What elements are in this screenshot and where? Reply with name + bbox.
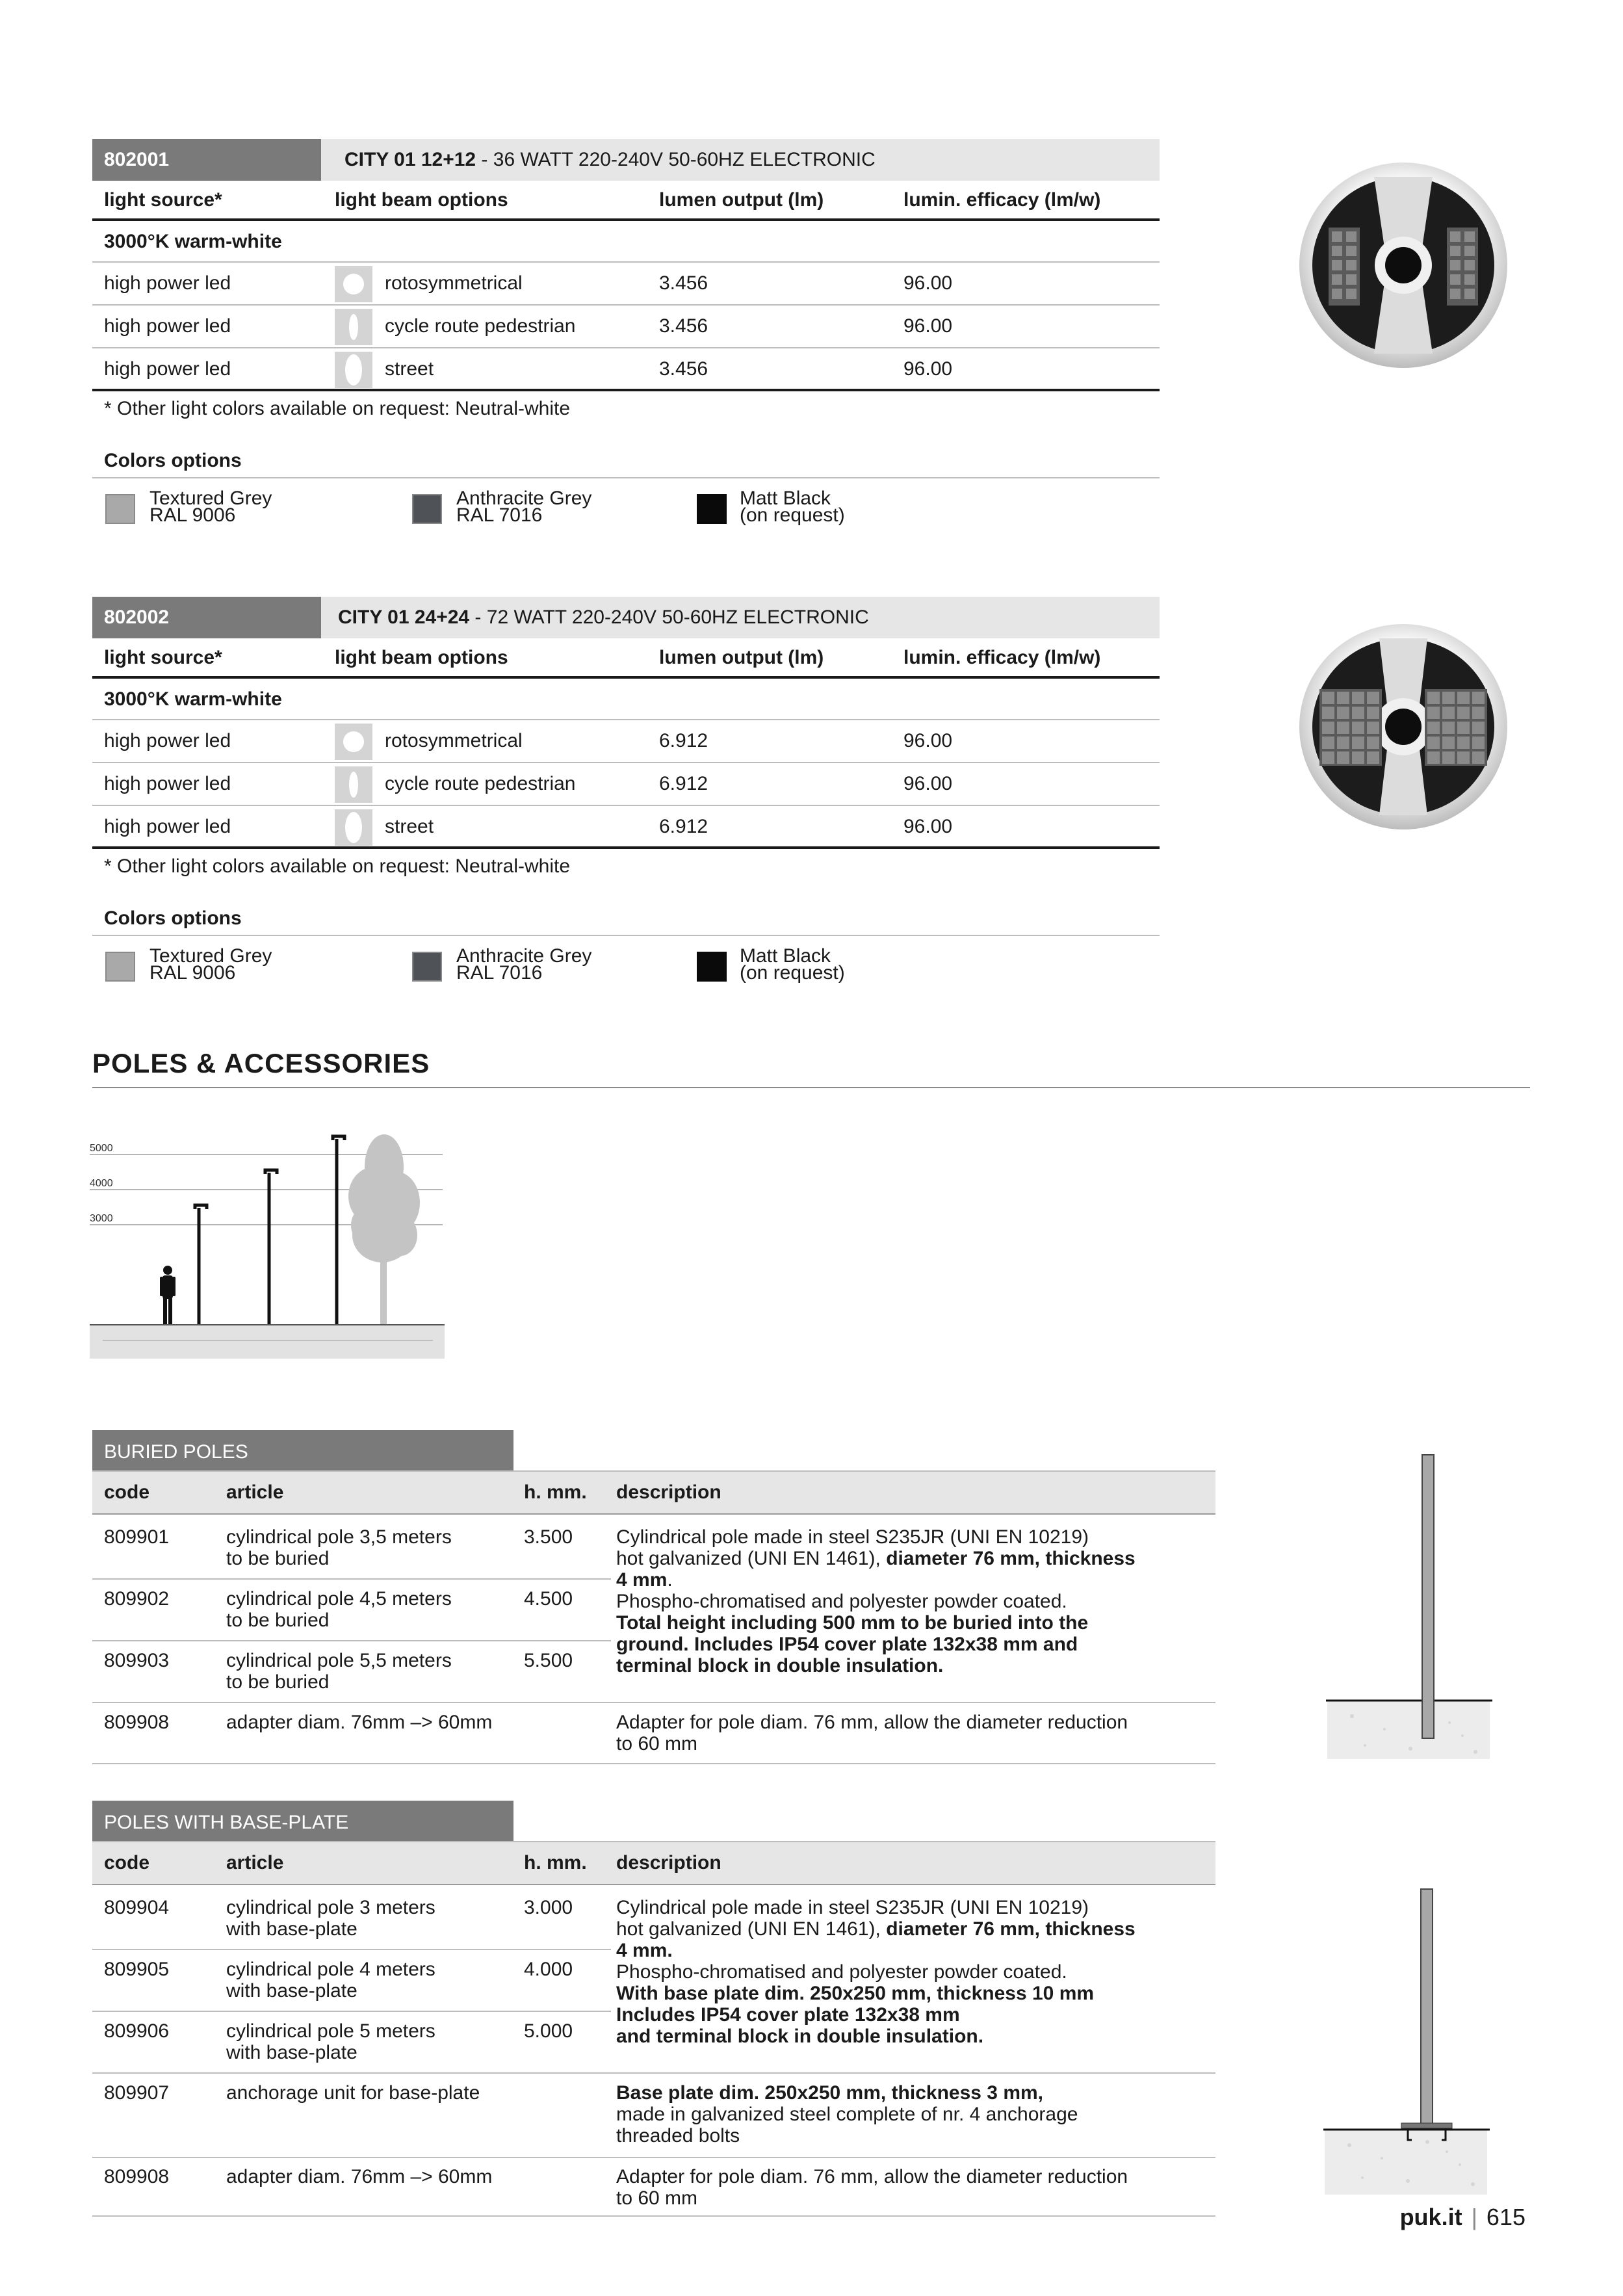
page-number: 615 [1486, 2204, 1526, 2230]
lamp-image-802002 [1296, 611, 1511, 832]
cycle-route-beam-icon [335, 766, 372, 803]
divider [92, 477, 1160, 478]
table-title: BURIED POLES [92, 1430, 513, 1472]
light-colors-note: * Other light colors available on request: Neutral-white [104, 398, 571, 419]
product-code: 802002 [92, 597, 321, 638]
table-row: high power led rotosymmetrical 6.912 96.00 [92, 720, 1160, 763]
height-label-3000: 3000 [90, 1213, 113, 1224]
product-header [92, 597, 1160, 638]
color-swatch-anthracite-grey [412, 952, 442, 982]
divider [92, 1949, 611, 1950]
divider [92, 1087, 1530, 1088]
table-title-bar [92, 1801, 1215, 1842]
table-row: high power led rotosymmetrical 3.456 96.00 [92, 263, 1160, 306]
divider [92, 1702, 1215, 1703]
base-plate-poles-table: POLES WITH BASE-PLATE code article h. mm. description 809904 cylindrical pole 3 meters with base-plate 3.000 809905 cylindrical pole 4 meters with base-plate 4.000 809906 cylindrical pole 5 meters with base-plate 5.000 Cylindrical pole made in steel S235JR (UNI EN 10219) hot galvanized (UNI EN 1461), diameter 76 mm, thickness 4 mm. Phospho-chromatised and polyester powder coated. With base plate dim. 250x250 mm, thickness 10 mm Includes IP54 cover plate 132x38 mm and terminal block in double insulation. 809907 anchorage unit for base-plate Base plate dim. 250x250 mm, thickness 3 mm, made in galvanized steel complete of nr. 4 anchorage threaded bolts 809908 adapter diam. 76mm –> 60mm Adapter for pole diam. 76 mm, allow the diameter reduction to 60 mm [92, 1801, 1215, 2217]
colors-options-title: Colors options [104, 450, 242, 471]
color-swatch-matt-black [697, 952, 727, 982]
brand-label: puk.it [1399, 2204, 1462, 2230]
page-footer: puk.it | 615 [1399, 2204, 1526, 2230]
buried-poles-description: Cylindrical pole made in steel S235JR (UNI EN 10219) hot galvanized (UNI EN 1461), diameter 76 mm, thickness 4 mm. Phospho-chromatised and polyester powder coated. Total height including 500 mm to be buried into the ground. Includes IP54 cover plate 132x38 mm and terminal block in double insulation. [616, 1526, 1136, 1676]
product-title: CITY 01 24+24 - 72 WATT 220-240V 50-60HZ ELECTRONIC [338, 607, 869, 628]
color-swatch-anthracite-grey [412, 494, 442, 524]
cycle-route-beam-icon [335, 309, 372, 345]
color-label: Anthracite Grey RAL 7016 [456, 945, 592, 984]
pole-diagram-graphic [88, 1105, 452, 1365]
divider [92, 1763, 1215, 1764]
color-swatch-matt-black [697, 494, 727, 524]
divider [92, 935, 1160, 936]
color-temperature-subheader: 3000°K warm-white [92, 221, 1160, 263]
product-code: 802001 [92, 139, 321, 181]
product-header [92, 139, 1160, 181]
height-label-5000: 5000 [90, 1143, 113, 1154]
product-title: CITY 01 12+12 - 36 WATT 220-240V 50-60HZ ELECTRONIC [344, 149, 876, 170]
product-table-802002 [92, 597, 1160, 984]
anchorage-description: Base plate dim. 250x250 mm, thickness 3 mm, made in galvanized steel complete of nr. 4 anchorage threaded bolts [616, 2082, 1078, 2146]
pole-height-diagram [88, 1105, 452, 1365]
buried-pole-drawing [1326, 1450, 1495, 1768]
table-header: code article h. mm. description [92, 1472, 1215, 1515]
rotosymmetrical-beam-icon [335, 266, 372, 302]
light-colors-note: * Other light colors available on request: Neutral-white [104, 855, 571, 877]
divider [92, 2215, 1215, 2217]
color-label: Textured Grey RAL 9006 [149, 945, 272, 984]
color-label: Matt Black (on request) [740, 945, 845, 984]
divider [92, 2011, 611, 2012]
buried-poles-table: BURIED POLES code article h. mm. description 809901 cylindrical pole 3,5 meters to be buried 3.500 809902 cylindrical pole 4,5 meters to be buried 4.500 809903 cylindrical pole 5,5 meters to be buried 5.500 Cylindrical pole made in steel S235JR (UNI EN 10219) hot galvanized (UNI EN 1461), diameter 76 mm, thickness 4 mm. Phospho-chromatised and polyester powder coated. Total height including 500 mm to be buried into the ground. Includes IP54 cover plate 132x38 mm and terminal block in double insulation. 809908 adapter diam. 76mm –> 60mm Adapter for pole diam. 76 mm, allow the diameter reduction to 60 mm [92, 1430, 1215, 1768]
divider [92, 2072, 1215, 2074]
lamp-image-802001 [1296, 150, 1511, 371]
section-title: POLES & ACCESSORIES [92, 1048, 430, 1078]
table-row: high power led cycle route pedestrian 3.456 96.00 [92, 306, 1160, 348]
color-label: Matt Black (on request) [740, 488, 845, 526]
adapter-description: Adapter for pole diam. 76 mm, allow the diameter reduction to 60 mm [616, 1712, 1128, 1755]
base-plate-pole-drawing [1323, 1885, 1495, 2204]
street-beam-icon [335, 809, 372, 846]
divider [92, 1640, 611, 1641]
table-title-bar [92, 1430, 1215, 1472]
rotosymmetrical-beam-icon [335, 724, 372, 760]
divider [92, 2157, 1215, 2158]
adapter-description: Adapter for pole diam. 76 mm, allow the diameter reduction to 60 mm [616, 2166, 1128, 2209]
table-row: high power led street 6.912 96.00 [92, 806, 1160, 849]
divider [92, 1578, 611, 1580]
color-temperature-subheader: 3000°K warm-white [92, 679, 1160, 720]
table-row: high power led cycle route pedestrian 6.912 96.00 [92, 763, 1160, 806]
table-header: light source* light beam options lumen output (lm) lumin. efficacy (lm/w) [92, 638, 1160, 679]
color-label: Textured Grey RAL 9006 [149, 488, 272, 526]
street-beam-icon [335, 352, 372, 388]
colors-options-title: Colors options [104, 907, 242, 929]
color-swatch-textured-grey [105, 952, 135, 982]
height-label-4000: 4000 [90, 1178, 113, 1189]
table-header: code article h. mm. description [92, 1842, 1215, 1885]
table-row: high power led street 3.456 96.00 [92, 348, 1160, 391]
color-swatch-textured-grey [105, 494, 135, 524]
table-title: POLES WITH BASE-PLATE [92, 1801, 513, 1842]
product-table-802001 [92, 139, 1160, 526]
color-label: Anthracite Grey RAL 7016 [456, 488, 592, 526]
table-header: light source* light beam options lumen output (lm) lumin. efficacy (lm/w) [92, 181, 1160, 221]
base-plate-poles-description: Cylindrical pole made in steel S235JR (UNI EN 10219) hot galvanized (UNI EN 1461), diameter 76 mm, thickness 4 mm. Phospho-chromatised and polyester powder coated. With base plate dim. 250x250 mm, thickness 10 mm Includes IP54 cover plate 132x38 mm and terminal block in double insulation. [616, 1897, 1136, 2047]
